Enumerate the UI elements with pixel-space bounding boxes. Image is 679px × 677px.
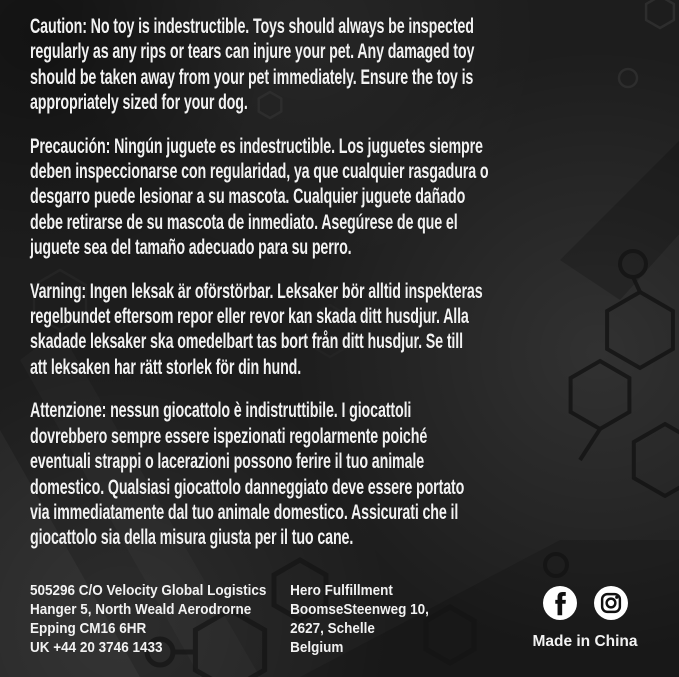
text-line: skadade leksaker ska omedelbart tas bort från ditt husdjur. Se till [30,330,463,354]
text-line: regelbundet eftersom repor eller revor kan skada ditt husdjur. Alla [30,305,469,329]
social-and-origin [531,586,639,651]
instagram-icon [594,586,628,620]
text-line: juguete sea del tamaño adecuado para su perro. [30,236,352,260]
text-line: Attenzione: nessun giocattolo è indistruttibile. I giocattoli [30,399,412,423]
facebook-icon [543,586,577,620]
text-line: deben inspeccionarse con regularidad, ya que cualquier rasgadura o [30,160,489,184]
text-line: att leksaken har rätt storlek för din hund. [30,355,302,379]
text-line: via immediatamente dal tuo animale domestico. Assicurati che il [30,500,459,524]
address-footer [30,581,614,657]
social-icons-row [531,586,639,620]
text-line: should be taken away from your pet immediately. Ensure the toy is [30,65,474,89]
text-line: desgarro puede lesionar a su mascota. Cualquier juguete dañado [30,185,466,209]
text-line: UK +44 20 3746 1433 [30,638,163,656]
text-line: appropriately sized for your dog. [30,91,248,115]
text-line: regularly as any rips or tears can injure your pet. Any damaged toy [30,40,475,64]
text-line: Varning: Ingen leksak är oförstörbar. Leksaker bör alltid inspekteras [30,279,483,303]
caution-text-spanish [30,134,489,261]
text-line: Hero Fulfillment [290,581,393,599]
text-line: Caution: No toy is indestructible. Toys should always be inspected [30,15,474,38]
text-line: eventuali strappi o lacerazioni possono ferire il tuo animale [30,450,425,474]
text-line: Precaución: Ningún juguete es indestructible. Los juguetes siempre [30,134,483,158]
text-line: dovrebbero sempre essere ispezionati regolarmente poiché [30,424,428,448]
caution-text-english [30,14,475,116]
caution-text-italian [30,398,471,550]
text-line: debe retirarse de su mascota de inmediato. Asegúrese de que el [30,210,458,234]
text-line: BoomseSteenweg 10, [290,600,429,618]
text-line: 505296 C/O Velocity Global Logistics [30,581,267,599]
text-line: Belgium [290,638,344,656]
text-line: Epping CM16 6HR [30,619,147,637]
caution-text-swedish [30,279,483,381]
belgium-address [290,581,429,657]
text-line: domestico. Qualsiasi giocattolo danneggiato deve essere portato [30,475,465,499]
text-line: 2627, Schelle [290,619,375,637]
text-line: Hanger 5, North Weald Aerodrorne [30,600,252,618]
uk-address [30,581,290,657]
made-in-china-text: Made in China [532,633,638,650]
text-line: giocattolo sia della misura giusta per il tuo cane. [30,526,354,550]
